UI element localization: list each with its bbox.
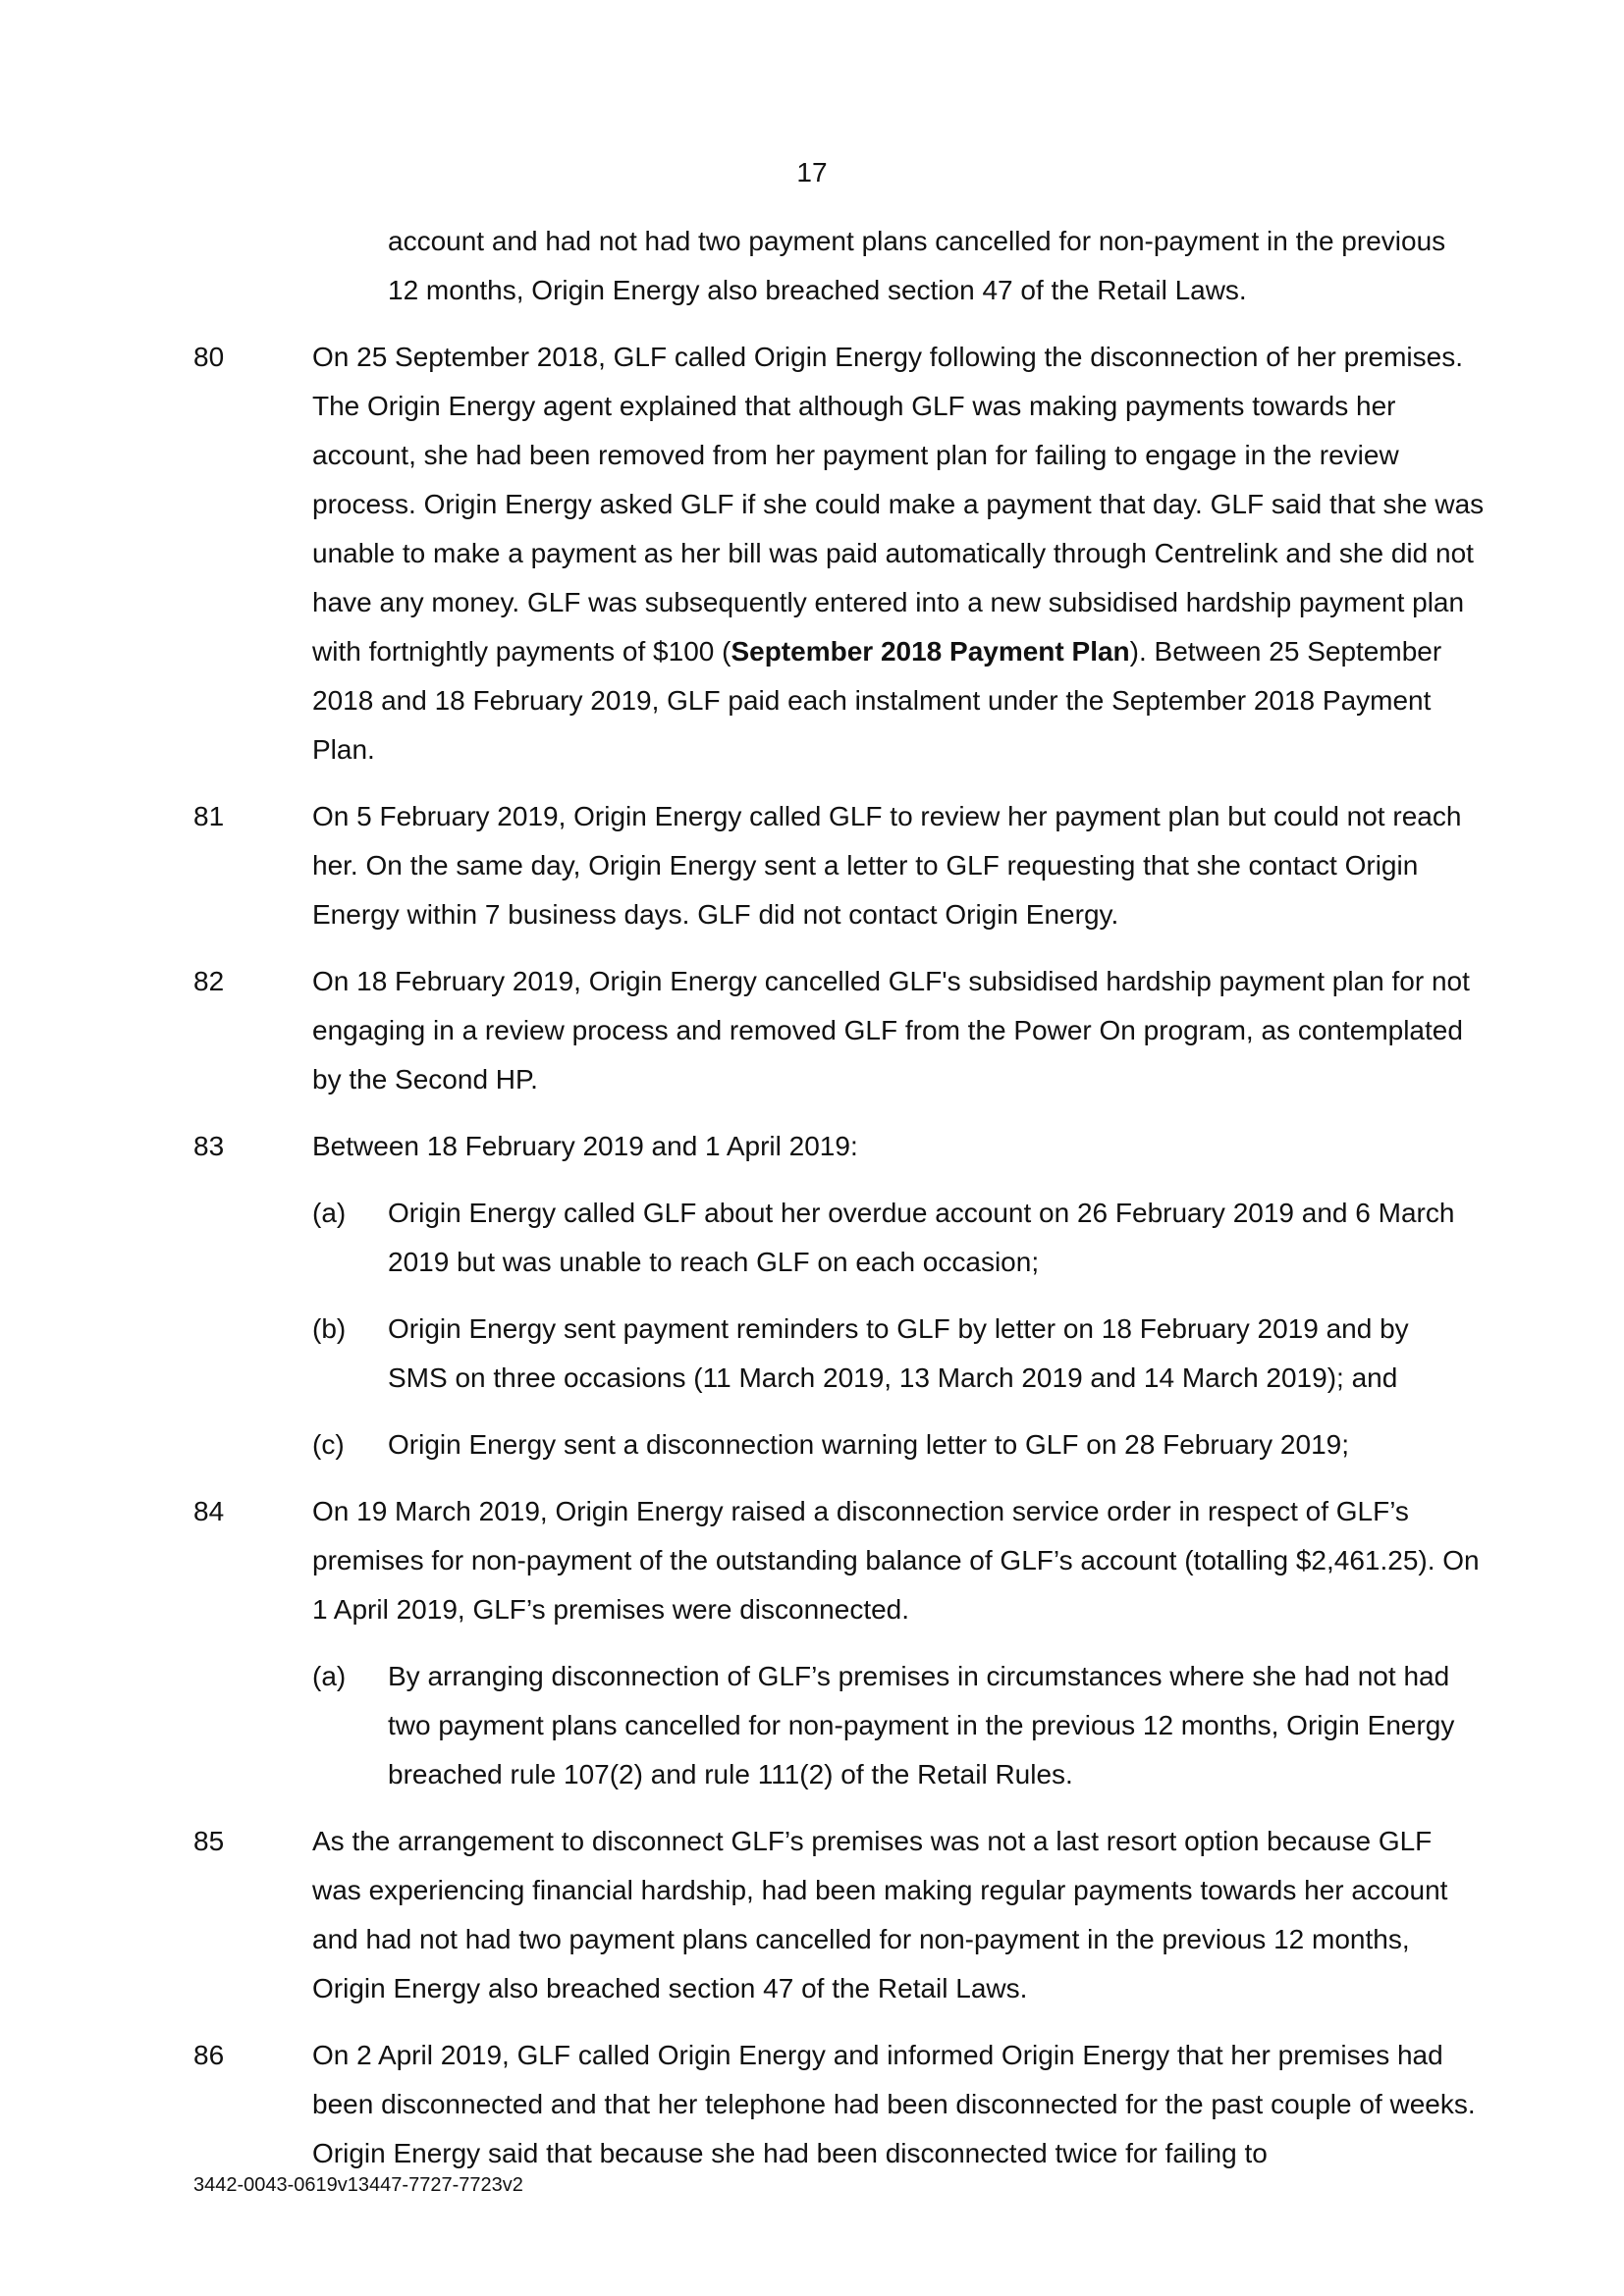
paragraph-number: 83 <box>193 1131 225 1161</box>
subparagraph-text: Origin Energy called GLF about her overdue account on 26 February 2019 and 6 March 2019 but was unable to reach GLF on each occasion; <box>388 1198 1455 1277</box>
paragraph-text: On 5 February 2019, Origin Energy called GLF to review her payment plan but could not reach her. On the same day, Origin Energy sent a letter to GLF requesting that she contact Origin Energy within 7 business days. GLF did not contact Origin Energy. <box>312 801 1462 930</box>
subparagraph-label: (a) <box>312 1198 347 1228</box>
paragraph-86 <box>0 2031 1624 2178</box>
document-reference-footer: 3442-0043-0619v13447-7727-7723v2 <box>193 2174 523 2196</box>
paragraph-text: Between 18 February 2019 and 1 April 2019: <box>312 1131 858 1161</box>
paragraph-number: 81 <box>193 801 225 831</box>
subparagraph-83a <box>0 1189 1624 1287</box>
subparagraph-text: Origin Energy sent a disconnection warning letter to GLF on 28 February 2019; <box>388 1429 1349 1460</box>
subparagraph-text: Origin Energy sent payment reminders to GLF by letter on 18 February 2019 and by SMS on three occasions (11 March 2019, 13 March 2019 and 14 March 2019); and <box>388 1313 1409 1393</box>
paragraph-text-part: ). Between 25 September 2018 and 18 February 2019, GLF paid each instalment under the September 2018 Payment Plan. <box>312 636 1442 765</box>
paragraph-number: 84 <box>193 1496 225 1526</box>
subparagraph-label: (a) <box>312 1661 347 1691</box>
paragraph-80 <box>0 333 1624 774</box>
page-number: 17 <box>796 157 828 187</box>
subparagraph-84a <box>0 1652 1624 1799</box>
paragraph-number: 80 <box>193 342 225 372</box>
paragraph-82 <box>0 957 1624 1104</box>
paragraph-83 <box>0 1122 1624 1171</box>
paragraph-number: 82 <box>193 966 225 996</box>
subparagraph-label: (c) <box>312 1429 345 1460</box>
paragraph-85 <box>0 1817 1624 2013</box>
paragraph-81 <box>0 792 1624 939</box>
paragraph-number: 85 <box>193 1826 225 1856</box>
continuation-paragraph: account and had not had two payment plans cancelled for non-payment in the previous 12 months, Origin Energy also breached section 47 of the Retail Laws. <box>388 226 1446 305</box>
subparagraph-label: (b) <box>312 1313 347 1344</box>
paragraph-text: On 2 April 2019, GLF called Origin Energy and informed Origin Energy that her premises had been disconnected and that her telephone had been disconnected for the past couple of weeks. Origin Energy said that because she had been disconnected twice for failing to <box>312 2040 1476 2168</box>
page-content <box>0 217 1624 2196</box>
paragraph-text-part: On 25 September 2018, GLF called Origin Energy following the disconnection of her premises. The Origin Energy agent explained that although GLF was making payments towards her account, she had been removed from her payment plan for failing to engage in the review process. Origin Energy asked GLF if she could make a payment that day. GLF said that she was unable to make a payment as her bill was paid automatically through Centrelink and she did not have any money. GLF was subsequently entered into a new subsidised hardship payment plan with fortnightly payments of $100 ( <box>312 342 1485 667</box>
paragraph-text: On 18 February 2019, Origin Energy cancelled GLF's subsidised hardship payment plan for not engaging in a review process and removed GLF from the Power On program, as contemplated by the Second HP. <box>312 966 1470 1095</box>
subparagraph-83b <box>0 1305 1624 1403</box>
paragraph-text: As the arrangement to disconnect GLF’s premises was not a last resort option because GLF was experiencing financial hardship, had been making regular payments towards her account and had not had two payment plans cancelled for non-payment in the previous 12 months, Origin Energy also breached section 47 of the Retail Laws. <box>312 1826 1448 2003</box>
paragraph-text: On 19 March 2019, Origin Energy raised a disconnection service order in respect of GLF’s premises for non-payment of the outstanding balance of GLF’s account (totalling $2,461.25). On 1 April 2019, GLF’s premises were disconnected. <box>312 1496 1480 1625</box>
defined-term: September 2018 Payment Plan <box>731 636 1130 667</box>
subparagraph-83c <box>0 1420 1624 1469</box>
subparagraph-text: By arranging disconnection of GLF’s premises in circumstances where she had not had two payment plans cancelled for non-payment in the previous 12 months, Origin Energy breached rule 107(2) and rule 111(2) of the Retail Rules. <box>388 1661 1455 1789</box>
paragraph-text <box>312 333 1487 774</box>
paragraph-number: 86 <box>193 2040 225 2070</box>
paragraph-84 <box>0 1487 1624 1634</box>
